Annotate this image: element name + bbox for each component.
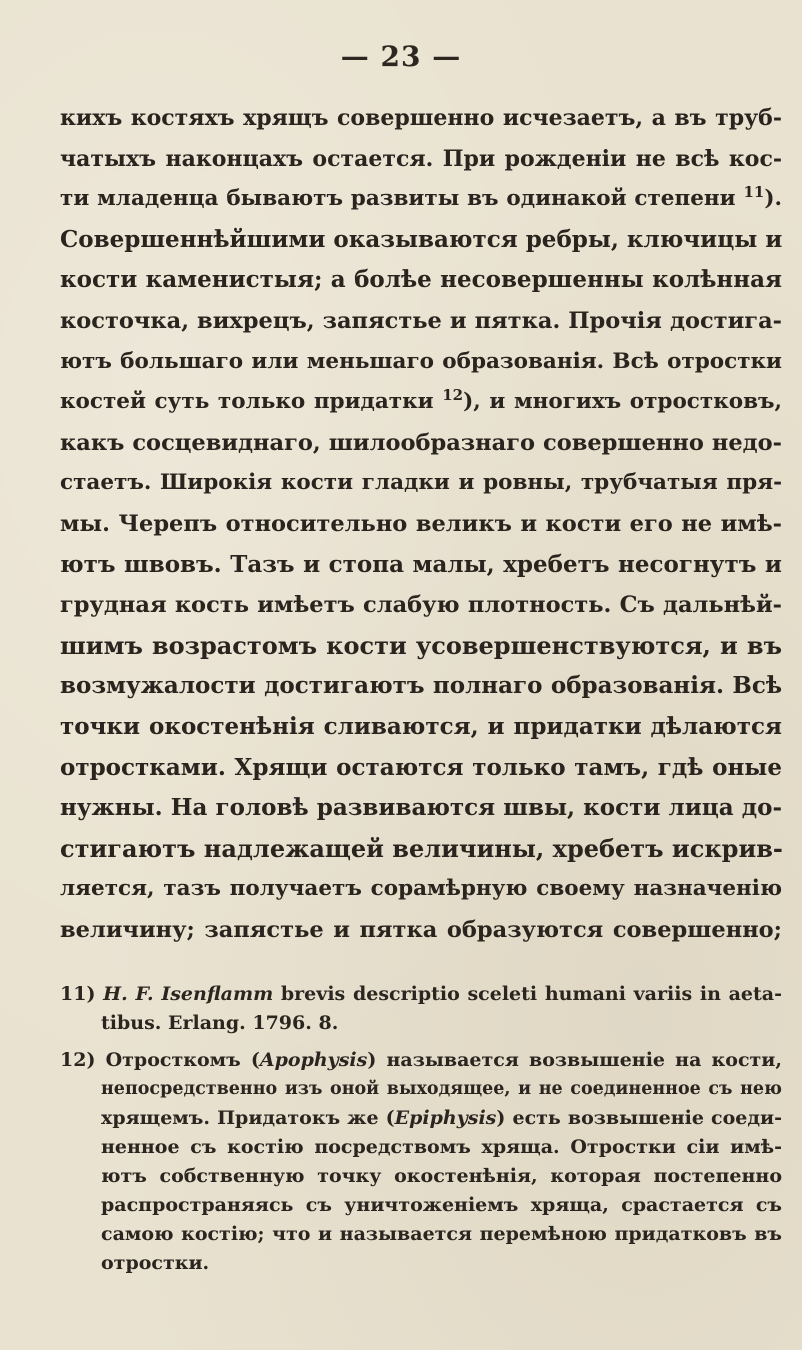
footnote-11-number: 11) — [60, 983, 96, 1005]
footnote-ref-12: 12 — [442, 386, 464, 404]
text-line-3 — [60, 179, 782, 220]
text-line-4: Совершеннѣйшими оказываются ребры, ключицы и — [60, 225, 783, 253]
footnote-11-author: H. F. Isenflamm — [103, 983, 274, 1005]
main-text — [60, 98, 782, 950]
text-line-6: косточка, вихрецъ, запястье и пятка. Прочія достига- — [60, 307, 782, 334]
footnote-ref-12-after: ), и многихъ отростковъ, — [463, 389, 782, 415]
text-line-3-content: ти младенца бываютъ развиты въ одинакой степени — [60, 186, 736, 212]
text-line-16: точки окостенѣнія сливаются, и придатки дѣлаются — [60, 712, 782, 740]
text-line-9: какъ сосцевиднаго, шилообразнаго совершенно недо- — [60, 429, 782, 456]
text-line-13: грудная кость имѣетъ слабую плотность. Съ дальнѣй- — [60, 592, 782, 619]
footnote-ref-11: 11 — [743, 183, 765, 202]
footnote-12 — [60, 1046, 782, 1278]
footnote-12-line-3b: ) есть возвышеніе соеди- — [496, 1107, 782, 1129]
text-line-18: нужны. На головѣ развиваются швы, кости лица до- — [60, 794, 782, 822]
text-line-12: ютъ швовъ. Тазъ и стопа малы, хребетъ несогнутъ и — [60, 550, 782, 578]
text-line-17: отростками. Хрящи остаются только тамъ, гдѣ оные — [60, 753, 782, 781]
footnote-12-line-3 — [60, 1104, 782, 1133]
text-line-14: шимъ возрастомъ кости усовершенствуются, и въ — [60, 630, 782, 660]
text-line-2: чатыхъ наконцахъ остается. При рожденіи не всѣ кос- — [60, 145, 782, 172]
footnote-12-line-1b: ) называется возвышеніе на кости, — [367, 1049, 782, 1071]
footnote-11-line-2: tibus. Erlang. 1796. 8. — [101, 1012, 339, 1034]
text-line-8 — [60, 382, 782, 423]
footnote-11 — [60, 980, 782, 1038]
footnote-12-line-3a: хрящемъ. Придатокъ же ( — [101, 1107, 395, 1129]
text-line-11: мы. Черепъ относительно великъ и кости его не имѣ- — [60, 510, 782, 537]
footnotes — [60, 980, 782, 1286]
footnote-12-term-apophysis: Apophysis — [259, 1049, 368, 1071]
footnote-12-line-5: ютъ собственную точку окостенѣнія, которая постепенно — [101, 1165, 782, 1187]
footnote-12-line-8: отростки. — [101, 1252, 210, 1274]
footnote-12-line-6: распространяясь съ уничтоженіемъ хряща, срастается съ — [101, 1194, 782, 1216]
footnote-12-line-2: непосредственно изъ оной выходящее, и не соединенное съ нею — [101, 1079, 782, 1099]
text-line-10: стаетъ. Широкія кости гладки и ровны, трубчатыя пря- — [60, 470, 782, 496]
footnote-12-number: 12) — [60, 1049, 96, 1071]
text-line-20: ляется, тазъ получаетъ сорамѣрную своему назначенію — [60, 876, 782, 902]
text-line-7: ютъ большаго или меньшаго образованія. Всѣ отростки — [60, 348, 782, 374]
footnote-12-line-1a: Отросткомъ ( — [105, 1049, 260, 1071]
text-line-15: возмужалости достигаютъ полнаго образованія. Всѣ — [60, 672, 782, 700]
page-number: — 23 — — [340, 40, 462, 73]
footnote-11-line-1 — [60, 980, 782, 1009]
footnote-ref-11-close: ). — [764, 186, 782, 212]
text-line-1: кихъ костяхъ хрящъ совершенно исчезаетъ, а въ труб- — [60, 105, 782, 131]
text-line-5: кости каменистыя; а болѣе несовершенны колѣнная — [60, 266, 782, 294]
footnote-12-term-epiphysis: Epiphysis — [394, 1107, 497, 1129]
footnote-11-title: brevis descriptio sceleti humani variis in aeta- — [280, 983, 782, 1005]
footnote-12-line-1 — [60, 1046, 782, 1075]
text-line-19: стигаютъ надлежащей величины, хребетъ искрив- — [60, 833, 783, 863]
text-line-8-content: костей суть только придатки — [60, 389, 434, 415]
text-line-21: величину; запястье и пятка образуются совершенно; — [60, 916, 782, 943]
footnote-12-line-7: самою костію; что и называется перемѣною придатковъ въ — [101, 1223, 782, 1245]
footnote-12-line-4: ненное съ костію посредствомъ хряща. Отростки сіи имѣ- — [101, 1136, 782, 1158]
